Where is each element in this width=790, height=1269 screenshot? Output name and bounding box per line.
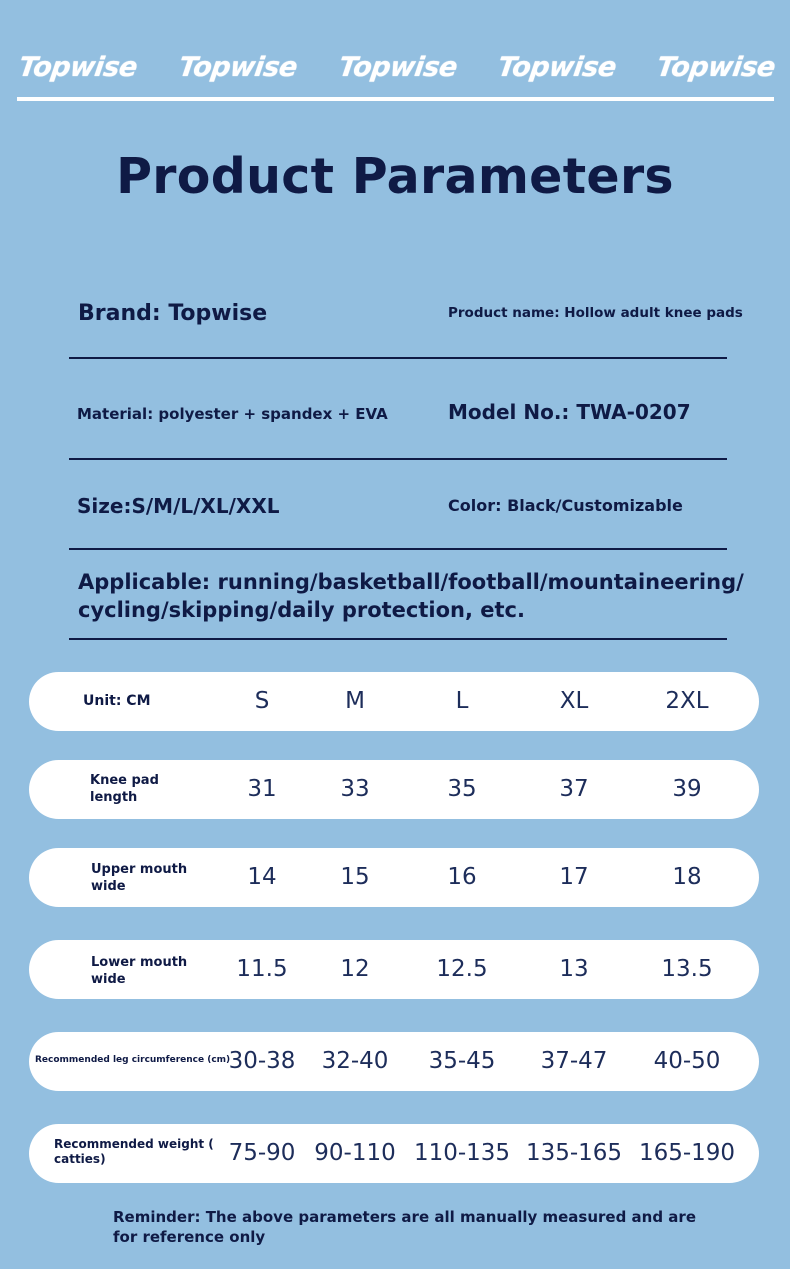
table-row [29, 940, 759, 999]
table-cell: 75-90 [228, 1140, 296, 1166]
table-row [29, 760, 759, 819]
table-cell: 13.5 [661, 956, 713, 982]
table-cell: 35 [447, 776, 477, 802]
model-param: Model No.: TWA-0207 [448, 400, 691, 424]
table-cell: 39 [672, 776, 702, 802]
table-cell: 12.5 [436, 956, 488, 982]
table-row [29, 1124, 759, 1183]
size-header: L [455, 688, 469, 714]
table-row [29, 1032, 759, 1091]
table-cell: 15 [340, 864, 370, 890]
table-cell: 135-165 [525, 1140, 623, 1166]
table-cell: 30-38 [228, 1048, 296, 1074]
reminder-note: Reminder: The above parameters are all manually measured and are for reference only [113, 1208, 696, 1246]
unit-label: Unit: CM [83, 693, 151, 709]
table-cell: 32-40 [321, 1048, 389, 1074]
row-label: Lower mouth wide [91, 955, 188, 987]
brand-logo: Topwise [176, 52, 300, 83]
table-cell: 90-110 [314, 1140, 396, 1166]
table-cell: 11.5 [236, 956, 288, 982]
color-param: Color: Black/Customizable [448, 496, 683, 515]
table-cell: 37-47 [540, 1048, 608, 1074]
table-cell: 31 [247, 776, 277, 802]
brand-logo-strip [0, 52, 790, 88]
table-cell: 12 [340, 956, 370, 982]
size-header: XL [559, 688, 589, 714]
size-table-header [29, 672, 759, 731]
table-cell: 165-190 [638, 1140, 736, 1166]
row-label: Recommended weight ( catties) [54, 1137, 214, 1166]
table-cell: 17 [559, 864, 589, 890]
size-header: M [345, 688, 365, 714]
param-divider [69, 458, 727, 460]
table-cell: 16 [447, 864, 477, 890]
table-cell: 14 [247, 864, 277, 890]
brand-logo: Topwise [495, 52, 619, 83]
table-cell: 37 [559, 776, 589, 802]
param-divider [69, 548, 727, 550]
brand-logo: Topwise [16, 52, 140, 83]
brand-logo: Topwise [336, 52, 460, 83]
product-name-param: Product name: Hollow adult knee pads [448, 305, 743, 321]
page-title: Product Parameters [116, 148, 674, 205]
table-cell: 110-135 [413, 1140, 511, 1166]
table-cell: 13 [559, 956, 589, 982]
row-label: Knee pad length [90, 773, 159, 805]
size-param: Size:S/M/L/XL/XXL [77, 494, 280, 518]
header-divider [17, 97, 774, 101]
row-label: Recommended leg circumference (cm) [35, 1055, 231, 1065]
material-param: Material: polyester + spandex + EVA [77, 405, 388, 423]
table-cell: 33 [340, 776, 370, 802]
brand-logo: Topwise [654, 52, 778, 83]
row-label: Upper mouth wide [91, 862, 188, 894]
table-row [29, 848, 759, 907]
size-header: S [254, 688, 270, 714]
applicable-param [78, 568, 744, 624]
param-divider [69, 357, 727, 359]
table-cell: 18 [672, 864, 702, 890]
size-header: 2XL [665, 688, 709, 714]
table-cell: 40-50 [653, 1048, 721, 1074]
table-cell: 35-45 [428, 1048, 496, 1074]
applicable-line: cycling/skipping/daily protection, etc. [78, 598, 525, 622]
applicable-line: Applicable: running/basketball/football/mountaineering/ [78, 570, 744, 594]
brand-param: Brand: Topwise [78, 301, 268, 326]
param-divider [69, 638, 727, 640]
